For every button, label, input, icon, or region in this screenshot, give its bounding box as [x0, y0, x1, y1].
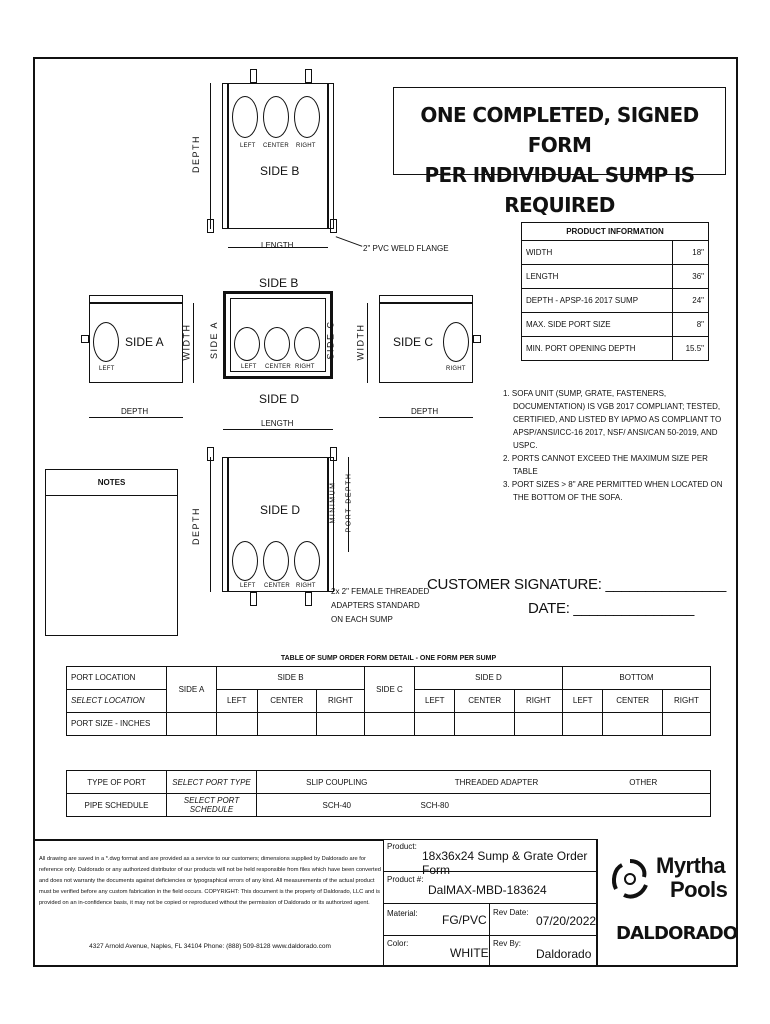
rev-date-cell	[490, 904, 596, 936]
product-information-table	[521, 222, 709, 361]
flange-right	[328, 457, 334, 592]
info-value: 36"	[673, 265, 709, 289]
rev-by-label: Rev By:	[493, 939, 522, 948]
side-c-depth-dimension	[379, 417, 473, 418]
plan-label-right: RIGHT	[295, 364, 315, 370]
side-b-label: SIDE B	[260, 164, 300, 178]
sump-order-detail-table	[66, 652, 711, 736]
side-c-width-dimension	[367, 303, 368, 383]
side-d-left[interactable]: LEFT	[414, 689, 455, 712]
brand-logo-area	[597, 839, 738, 967]
product-info-title: PRODUCT INFORMATION	[522, 223, 709, 241]
myrtha-wordmark: Myrtha	[656, 853, 726, 878]
bottom-right[interactable]: RIGHT	[662, 689, 710, 712]
info-label: WIDTH	[522, 241, 673, 265]
adapter-tab	[305, 592, 312, 606]
rev-by-value: Daldorado	[536, 947, 592, 961]
bottom-center[interactable]: CENTER	[603, 689, 662, 712]
date-field[interactable]: DATE: _______________	[528, 600, 695, 617]
product-cell	[384, 840, 596, 877]
port-center	[263, 96, 289, 138]
plan-port-center	[264, 327, 290, 361]
port-size-cell[interactable]	[662, 712, 710, 735]
side-b-header: SIDE B	[217, 666, 365, 689]
port-type-table	[66, 770, 711, 817]
product-label: Product:	[387, 842, 417, 851]
note-item: 3. PORT SIZES > 8" ARE PERMITTED WHEN LOCATED ON THE BOTTOM OF THE SOFA.	[503, 480, 723, 502]
side-b-center[interactable]: CENTER	[257, 689, 316, 712]
info-value: 18"	[673, 241, 709, 265]
flange-top	[379, 295, 473, 303]
plan-port-left	[234, 327, 260, 361]
side-a-width-dimension	[193, 303, 194, 383]
port-left	[232, 541, 258, 581]
port-right	[294, 541, 320, 581]
select-port-type[interactable]: SELECT PORT TYPE	[167, 771, 257, 794]
side-c-header: SIDE C	[364, 666, 414, 712]
side-c-elevation-view	[365, 289, 485, 429]
side-b-right[interactable]: RIGHT	[316, 689, 364, 712]
min-port-depth-label-2: PORT DEPTH	[345, 472, 353, 533]
info-value: 15.5"	[673, 337, 709, 361]
flange-tab	[473, 335, 481, 343]
side-d-label: SIDE D	[260, 503, 301, 517]
info-label: MAX. SIDE PORT SIZE	[522, 313, 673, 337]
plan-side-c-label: SIDE C	[325, 320, 336, 360]
info-label: DEPTH - APSP-16 2017 SUMP	[522, 289, 673, 313]
port-size-cell[interactable]	[364, 712, 414, 735]
table-row	[522, 265, 709, 289]
bottom-header: BOTTOM	[562, 666, 710, 689]
type-of-port-label: TYPE OF PORT	[67, 771, 167, 794]
side-a-left-label: LEFT	[99, 366, 115, 372]
label-right: RIGHT	[296, 143, 316, 149]
flange-tab	[81, 335, 89, 343]
flange-left	[222, 83, 228, 229]
notes-box-title: NOTES	[46, 470, 177, 496]
rev-date-value: 07/20/2022	[536, 914, 597, 928]
port-size-cell[interactable]	[562, 712, 603, 735]
side-d-header: SIDE D	[414, 666, 562, 689]
side-a-header: SIDE A	[167, 666, 217, 712]
pools-wordmark: Pools	[670, 877, 728, 902]
side-d-elevation-view	[185, 447, 355, 617]
side-b-elevation-view	[185, 69, 355, 254]
slip-coupling-option[interactable]: SLIP COUPLING	[257, 771, 417, 794]
table-row	[67, 712, 711, 735]
plan-side-d-label: SIDE D	[259, 392, 300, 406]
order-form-sheet	[33, 57, 738, 967]
threaded-adapter-option[interactable]: THREADED ADAPTER	[417, 771, 577, 794]
weld-flange-label: 2" PVC WELD FLANGE	[363, 244, 449, 253]
flange-left	[222, 457, 228, 592]
color-value: WHITE	[450, 946, 489, 960]
adapters-label-3: ON EACH SUMP	[331, 615, 393, 624]
plan-label-left: LEFT	[241, 364, 257, 370]
port-location-header: PORT LOCATION	[67, 666, 167, 689]
info-value: 24"	[673, 289, 709, 313]
sch40-option[interactable]: SCH-40	[257, 794, 417, 817]
port-size-cell[interactable]	[414, 712, 455, 735]
customer-signature-field[interactable]: CUSTOMER SIGNATURE: _______________	[427, 576, 727, 593]
length-label: LENGTH	[261, 241, 294, 250]
plan-port-right	[294, 327, 320, 361]
label-left: LEFT	[240, 143, 256, 149]
port-size-row: PORT SIZE - INCHES	[67, 712, 167, 735]
bottom-left[interactable]: LEFT	[562, 689, 603, 712]
side-a-label: SIDE A	[125, 335, 164, 349]
plan-label-center: CENTER	[265, 364, 291, 370]
color-label: Color:	[387, 939, 409, 948]
side-c-right-label: RIGHT	[446, 366, 466, 372]
rev-by-cell	[490, 936, 596, 966]
headline-line-1: ONE COMPLETED, SIGNED FORM	[420, 103, 699, 157]
port-left	[232, 96, 258, 138]
headline-box	[393, 87, 726, 217]
table-row	[522, 241, 709, 265]
flange-tab	[207, 219, 214, 233]
material-label: Material:	[387, 909, 418, 918]
label-center: CENTER	[264, 583, 290, 589]
product-number-label: Product #:	[387, 875, 424, 884]
adapters-label-1: 2x 2" FEMALE THREADED	[331, 587, 430, 596]
flange-tab	[250, 69, 257, 83]
side-c-label: SIDE C	[393, 335, 434, 349]
product-value: 18x36x24 Sump & Grate Order Form	[422, 849, 588, 877]
port-center	[263, 541, 289, 581]
depth-dimension-line	[210, 83, 211, 229]
product-number-value: DalMAX-MBD-183624	[428, 883, 547, 897]
table-row	[522, 289, 709, 313]
footer-divider	[35, 839, 383, 841]
side-c-port	[443, 322, 469, 362]
color-cell	[384, 936, 490, 966]
rev-date-label: Rev Date:	[493, 908, 529, 917]
swirl-logo-icon	[610, 857, 650, 901]
side-a-depth-dimension	[89, 417, 183, 418]
empty-cell	[577, 794, 711, 817]
material-value: FG/PVC	[442, 913, 487, 927]
side-a-elevation-view	[75, 289, 195, 429]
detail-table-title: TABLE OF SUMP ORDER FORM DETAIL - ONE FORM PER SUMP	[280, 655, 497, 663]
side-c-depth-label: DEPTH	[411, 407, 439, 416]
depth-dimension-line	[210, 457, 211, 592]
other-option[interactable]: OTHER	[577, 771, 711, 794]
table-row	[522, 313, 709, 337]
table-row	[67, 666, 711, 689]
note-item: 2. PORTS CANNOT EXCEED THE MAXIMUM SIZE PER TABLE	[503, 454, 708, 476]
depth-label: DEPTH	[191, 134, 202, 174]
flange-tab	[305, 69, 312, 83]
headline-line-2: PER INDIVIDUAL SUMP IS REQUIRED	[424, 163, 695, 217]
daldorado-wordmark: DALDORADO	[616, 923, 738, 944]
info-label: MIN. PORT OPENING DEPTH	[522, 337, 673, 361]
adapters-label-2: ADAPTERS STANDARD	[331, 601, 420, 610]
label-right: RIGHT	[296, 583, 316, 589]
pipe-schedule-label: PIPE SCHEDULE	[67, 794, 167, 817]
select-port-schedule[interactable]: SELECT PORT SCHEDULE	[167, 794, 257, 817]
side-c-width-label: WIDTH	[355, 323, 366, 361]
port-size-cell[interactable]	[316, 712, 364, 735]
table-row	[67, 771, 711, 794]
adapter-tab	[250, 592, 257, 606]
info-value: 8"	[673, 313, 709, 337]
product-number-cell	[384, 872, 596, 904]
plan-length-dimension	[223, 429, 333, 430]
side-d-center[interactable]: CENTER	[455, 689, 514, 712]
port-size-cell[interactable]	[217, 712, 258, 735]
side-d-right[interactable]: RIGHT	[514, 689, 562, 712]
label-left: LEFT	[240, 583, 256, 589]
table-row	[67, 794, 711, 817]
side-a-width-label: WIDTH	[181, 323, 192, 361]
notes-box[interactable]	[45, 469, 178, 636]
label-center: CENTER	[263, 143, 289, 149]
compliance-notes	[503, 387, 728, 504]
info-label: LENGTH	[522, 265, 673, 289]
plan-length-label: LENGTH	[261, 419, 294, 428]
port-size-cell[interactable]	[455, 712, 514, 735]
note-item: 1. SOFA UNIT (SUMP, GRATE, FASTENERS, DOCUMENTATION) IS VGB 2017 COMPLIANT; TESTED, CERTIFIED, AND LISTED BY IAPMO AS COMPLIANT TO APSP/ANSI/ICC-16 2017, NSF/ ANSI/CAN 50-2019, AND USPC.	[503, 389, 722, 450]
port-size-cell[interactable]	[167, 712, 217, 735]
sch80-option[interactable]: SCH-80	[417, 794, 577, 817]
flange-tab	[330, 219, 337, 233]
port-right	[294, 96, 320, 138]
plan-side-b-label: SIDE B	[259, 276, 299, 290]
side-a-depth-label: DEPTH	[121, 407, 149, 416]
min-port-depth-label-1: MINIMUM	[329, 481, 337, 524]
material-cell	[384, 904, 490, 936]
port-size-cell[interactable]	[514, 712, 562, 735]
port-size-cell[interactable]	[603, 712, 662, 735]
disclaimer-text: All drawing are saved in a *.dwg format and are provided as a service to our customers; dimensions supplied by Daldorado are for reference only. Daldorado or any authorized distributor of our products will not be held responsible from files which have been converted and does not warranty the documents against deficiencies or typographical errors of any kind. All measurements of the actual product must be verified before any custom fabrication in the field occurs. COPYRIGHT: This document is the property of Daldorado, LLC and is provided on an in-confidence basis, it may not be copied or reproduced without the permission of Daldorado or its authorized agent.	[39, 856, 381, 906]
table-row	[522, 337, 709, 361]
port-size-cell[interactable]	[257, 712, 316, 735]
side-d-depth-label: DEPTH	[191, 506, 202, 546]
select-location-row: SELECT LOCATION	[67, 689, 167, 712]
company-address: 4327 Arnold Avenue, Naples, FL 34104 Phone: (888) 509-8128 www.daldorado.com	[89, 943, 331, 950]
side-b-left[interactable]: LEFT	[217, 689, 258, 712]
side-a-port	[93, 322, 119, 362]
title-block	[383, 839, 597, 967]
flange-top	[89, 295, 183, 303]
plan-side-a-label: SIDE A	[209, 320, 220, 360]
flange-right	[328, 83, 334, 229]
